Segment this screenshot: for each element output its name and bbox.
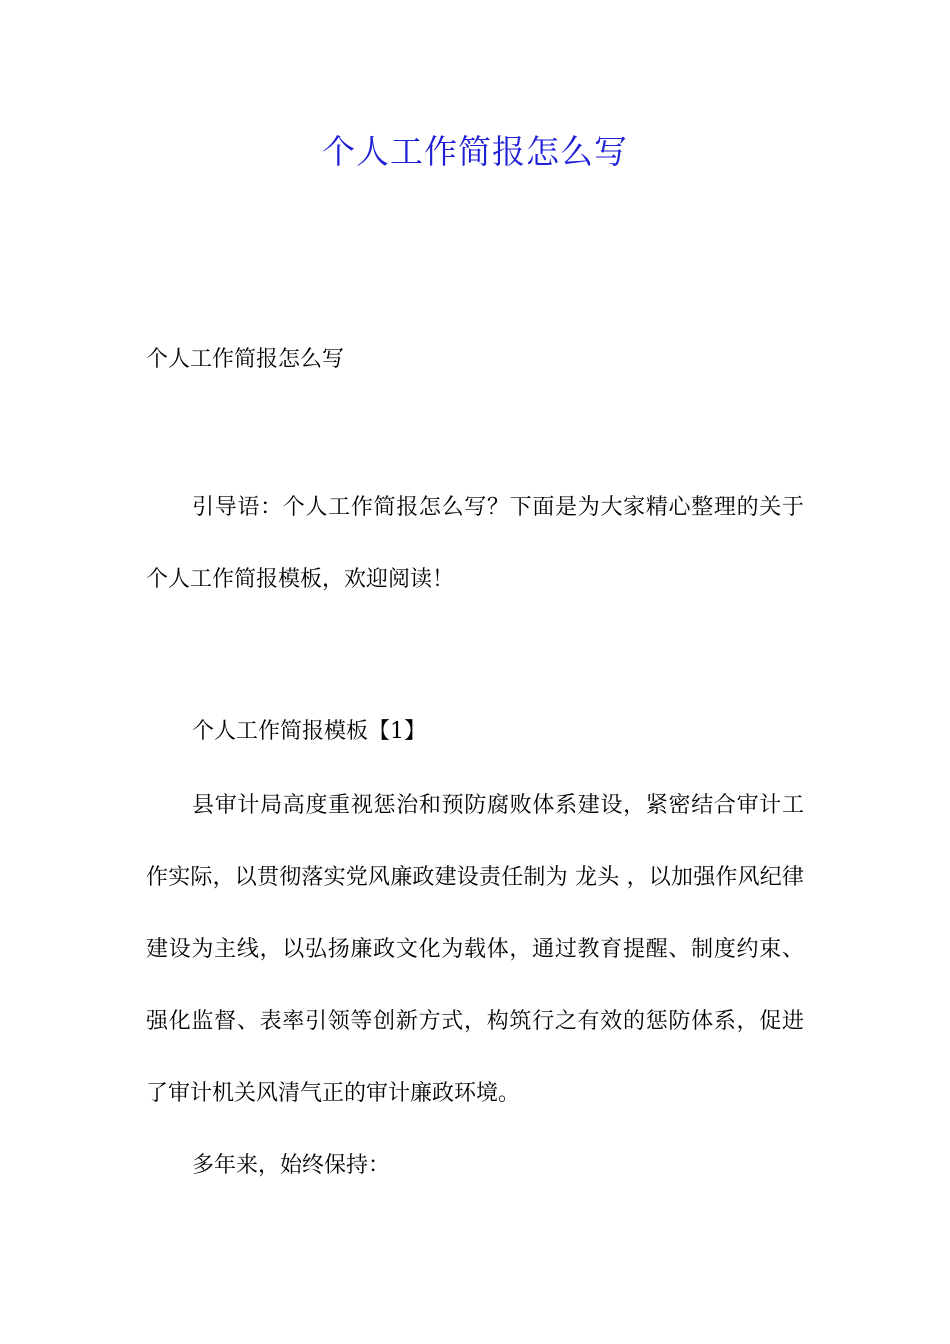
closing-paragraph: 多年来，始终保持： (192, 1153, 391, 1178)
body-paragraph: 县审计局高度重视惩治和预防腐败体系建设，紧密结合审计工作实际，以贯彻落实党风廉政建设责任制为 龙头 ，以加强作风纪律建设为主线，以弘扬廉政文化为载体，通过教育提醒、制度约束、强化监督、表率引领等创新方式，构筑行之有效的惩防体系，促进了审计机关风清气正的审计廉政环境。 (146, 793, 804, 1106)
intro-paragraph: 引导语：个人工作简报怎么写？下面是为大家精心整理的关于个人工作简报模板，欢迎阅读！ (146, 495, 804, 592)
document-title: 个人工作简报怎么写 (322, 132, 628, 171)
document-subheading: 个人工作简报怎么写 (146, 347, 345, 372)
section-heading: 个人工作简报模板【1】 (192, 719, 426, 744)
